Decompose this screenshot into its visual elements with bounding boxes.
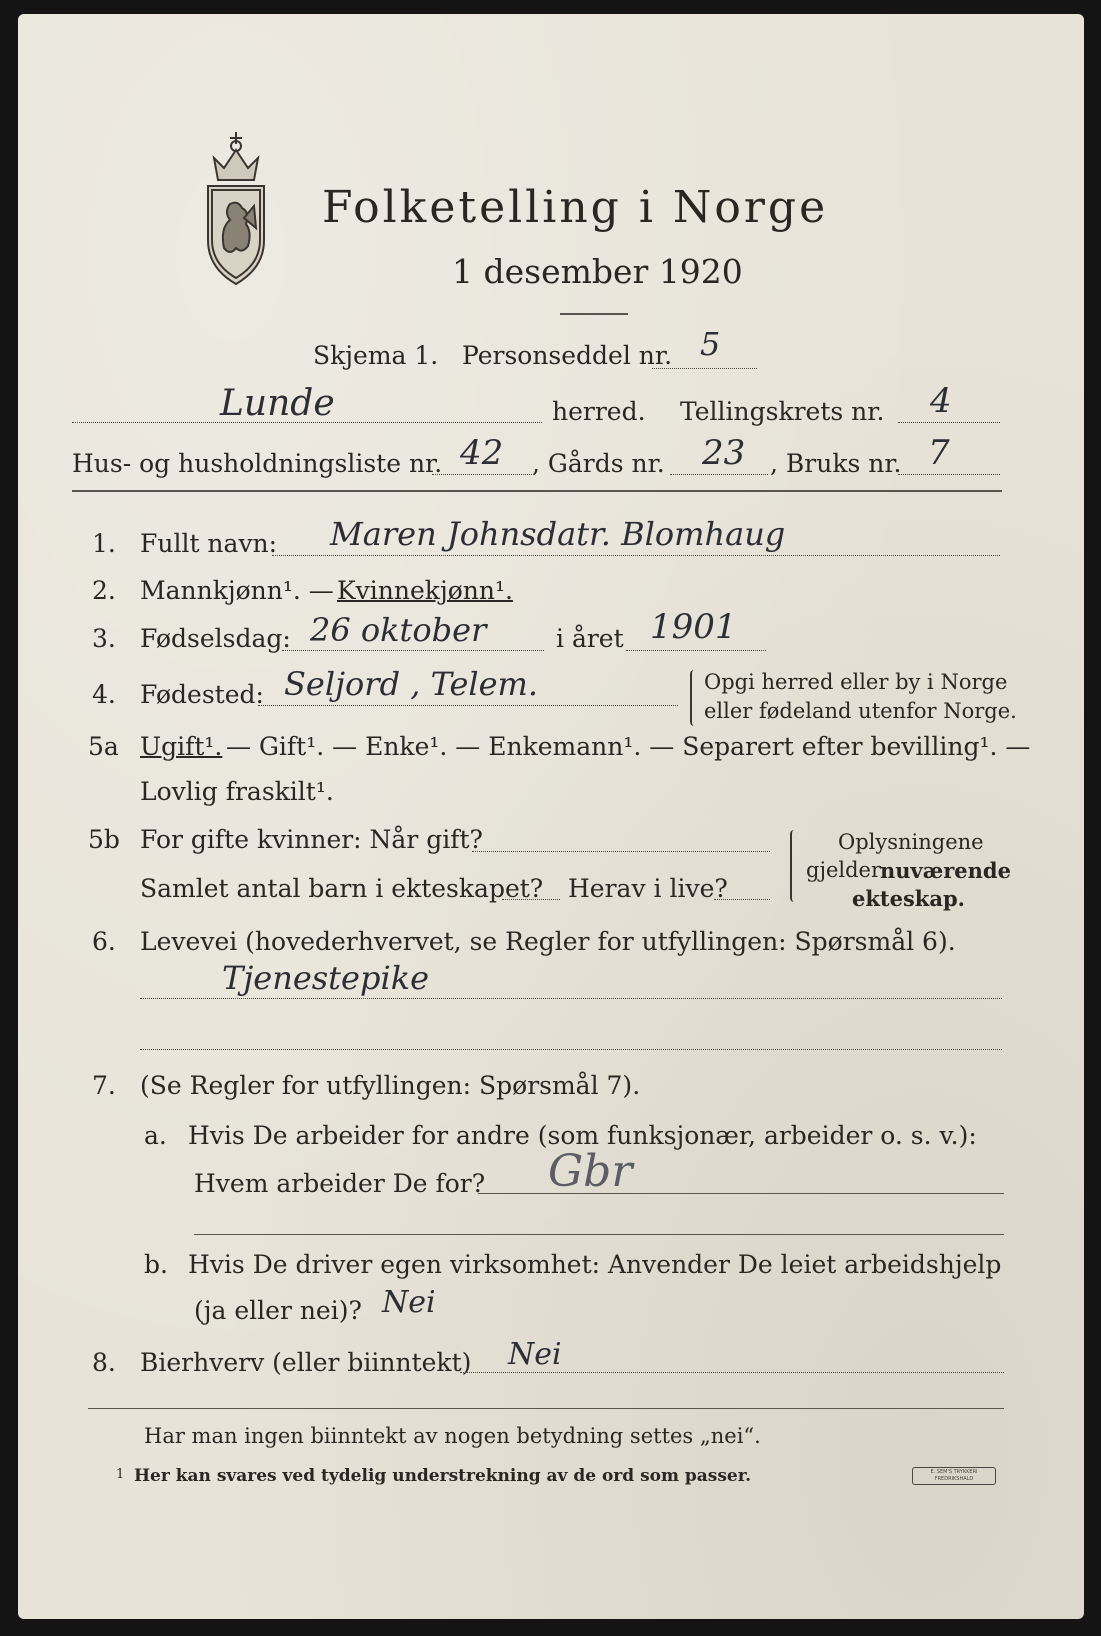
q7a-label: Hvis De arbeider for andre (som funksjonær, arbeider o. s. v.): <box>188 1121 977 1150</box>
footnote-mark: 1 <box>116 1467 125 1482</box>
gards-label: , Gårds nr. <box>532 449 665 478</box>
q5b-note-line2a: gjelder <box>806 858 882 882</box>
q5b-alive-label: Herav i live? <box>568 874 728 903</box>
q2-mannkjonn: Mannkjønn¹. — <box>140 576 334 605</box>
q3-label: Fødselsdag: <box>140 624 291 653</box>
norwegian-lion-coat-of-arms-icon <box>190 128 282 288</box>
herred-label: herred. <box>552 397 646 426</box>
q3-birthday-value: 26 oktober <box>310 611 487 649</box>
bruks-label: , Bruks nr. <box>770 449 902 478</box>
q8-label: Bierhverv (eller biinntekt) <box>140 1348 472 1377</box>
q6-label: Levevei (hovederhvervet, se Regler for utfyllingen: Spørsmål 6). <box>140 927 956 956</box>
footer-note: Har man ingen biinntekt av nogen betydning settes „nei“. <box>144 1424 761 1448</box>
q5b-children-label: Samlet antal barn i ekteskapet? <box>140 874 544 903</box>
q1-label: Fullt navn: <box>140 529 278 558</box>
q5b-note-line3: ekteskap. <box>852 886 965 911</box>
q5b-label: For gifte kvinner: Når gift? <box>140 825 483 854</box>
personseddel-label: Personseddel nr. <box>462 341 673 370</box>
q4-label: Fødested: <box>140 680 264 709</box>
tellingskrets-value: 4 <box>930 381 952 421</box>
q5a-ugift-underlined: Ugift¹. <box>140 732 223 761</box>
personseddel-value: 5 <box>700 325 721 363</box>
q4-note-line2: eller fødeland utenfor Norge. <box>704 699 1017 723</box>
q7a-letter: a. <box>144 1121 167 1150</box>
q8-number: 8. <box>92 1348 116 1377</box>
q4-birthplace-value: Seljord , Telem. <box>284 665 539 703</box>
footnote-text: Her kan svares ved tydelig understrekning av de ord som passer. <box>134 1466 752 1486</box>
q6-number: 6. <box>92 927 116 956</box>
skjema-label: Skjema 1. <box>313 341 439 370</box>
q2-number: 2. <box>92 576 116 605</box>
printer-stamp <box>912 1467 996 1485</box>
q3-year-value: 1901 <box>650 607 737 647</box>
tellingskrets-label: Tellingskrets nr. <box>680 397 885 426</box>
q7b-label: Hvis De driver egen virksomhet: Anvender De leiet arbeidshjelp <box>188 1250 1002 1279</box>
census-date: 1 desember 1920 <box>452 252 743 291</box>
q1-full-name-value: Maren Johnsdatr. Blomhaug <box>330 515 786 553</box>
form-title: Folketelling i Norge <box>322 182 829 233</box>
q8-value: Nei <box>508 1337 562 1372</box>
header-divider <box>560 313 628 315</box>
q5b-number: 5b <box>88 825 120 854</box>
q7b-value: Nei <box>382 1285 436 1320</box>
gards-value: 23 <box>702 433 746 473</box>
hus-value: 42 <box>460 433 504 473</box>
footer-divider <box>88 1408 1004 1409</box>
q7b-question: (ja eller nei)? <box>194 1296 362 1325</box>
bruks-value: 7 <box>928 433 950 473</box>
printer-stamp-text: E. SEM'S TRYKKERI FREDRIKSHALD <box>930 1469 978 1482</box>
q5b-note-line2b: nuværende <box>880 858 1011 883</box>
herred-value: Lunde <box>220 383 335 424</box>
q6-occupation-value: Tjenestepike <box>222 959 430 997</box>
q3-number: 3. <box>92 624 116 653</box>
q5a-number: 5a <box>88 732 119 761</box>
q5a-other-options: — Gift¹. — Enke¹. — Enkemann¹. — Separert efter bevilling¹. — <box>226 732 1031 761</box>
q4-note-line1: Opgi herred eller by i Norge <box>704 670 1008 694</box>
section-divider <box>72 490 1002 492</box>
q3-year-label: i året <box>556 624 624 653</box>
q4-number: 4. <box>92 680 116 709</box>
q5a-lovlig-fraskilt: Lovlig fraskilt¹. <box>140 777 334 806</box>
q7-number: 7. <box>92 1071 116 1100</box>
q7a-question: Hvem arbeider De for? <box>194 1169 486 1198</box>
q7b-letter: b. <box>144 1250 168 1279</box>
q2-kvinnekjonn-underlined: Kvinnekjønn¹. <box>337 576 513 605</box>
q5b-note-line1: Oplysningene <box>838 830 984 854</box>
q7-label: (Se Regler for utfyllingen: Spørsmål 7). <box>140 1071 641 1100</box>
q1-number: 1. <box>92 529 116 558</box>
hus-label: Hus- og husholdningsliste nr. <box>72 449 443 478</box>
q7a-employer-value: Gbr <box>548 1146 633 1197</box>
